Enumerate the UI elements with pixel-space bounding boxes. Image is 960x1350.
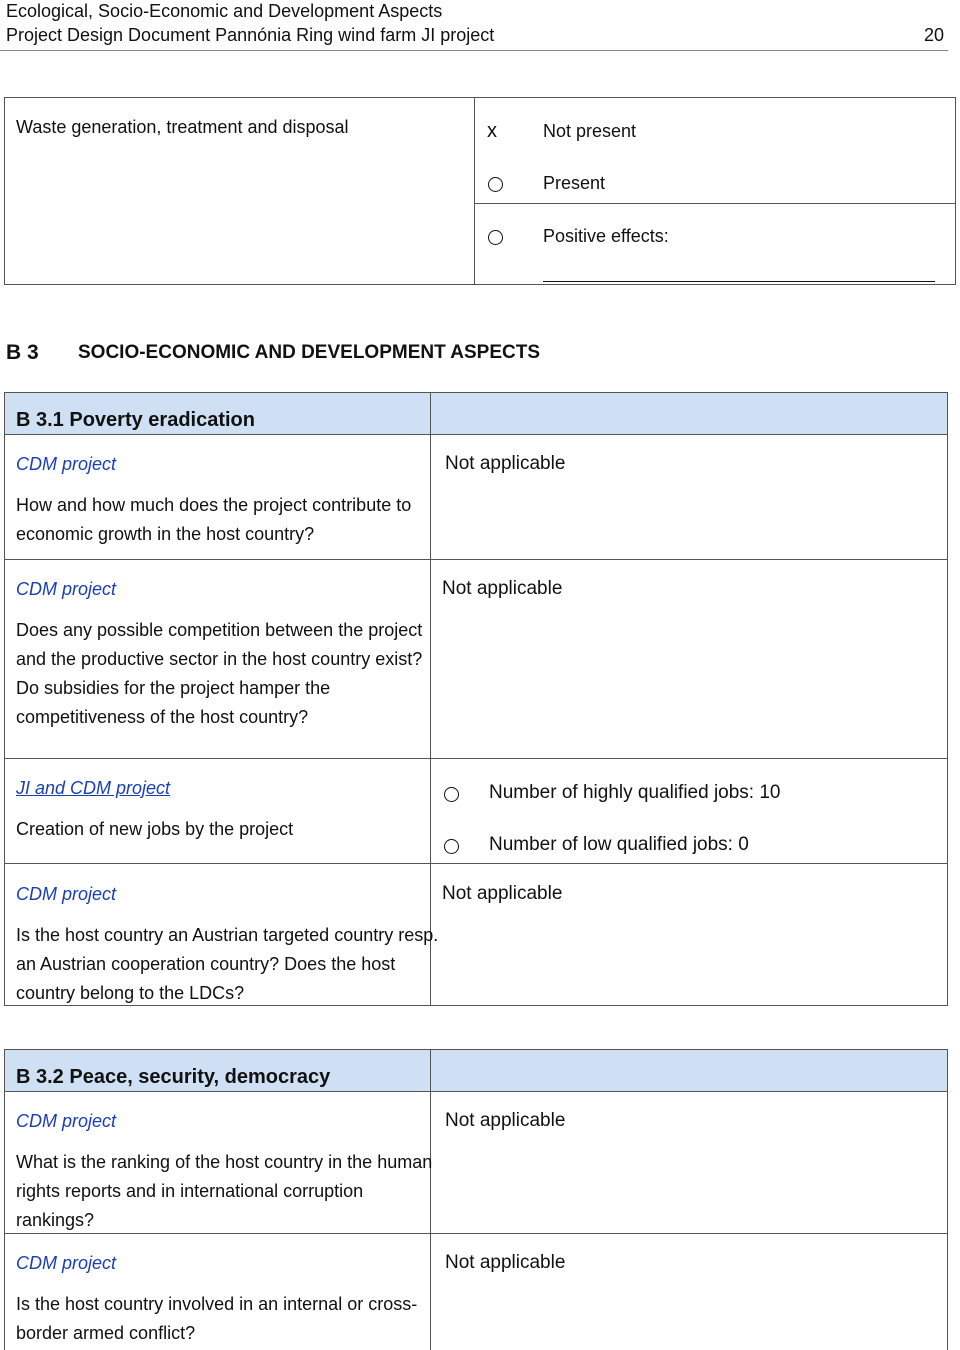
table-b31-heading: B 3.1 Poverty eradication bbox=[16, 409, 255, 431]
question-line: Do subsidies for the project hamper the bbox=[16, 678, 331, 698]
answer-not-applicable: Not applicable bbox=[442, 578, 563, 599]
cdm-project-link[interactable]: CDM project bbox=[16, 1253, 117, 1273]
radio-circle-icon[interactable] bbox=[444, 839, 459, 854]
page-number: 20 bbox=[923, 25, 944, 45]
radio-circle-icon[interactable] bbox=[444, 787, 459, 802]
waste-table-column-divider bbox=[474, 97, 475, 285]
answer-not-applicable: Not applicable bbox=[445, 1110, 566, 1131]
question-line: What is the ranking of the host country in the human bbox=[16, 1152, 433, 1172]
cdm-project-link[interactable]: CDM project bbox=[16, 1111, 117, 1131]
question-line: Creation of new jobs by the project bbox=[16, 819, 294, 839]
question-line: and the productive sector in the host country exist? bbox=[16, 649, 423, 669]
option-positive-effects: Positive effects: bbox=[543, 226, 669, 246]
question-line: an Austrian cooperation country? Does the host bbox=[16, 954, 396, 974]
answer-not-applicable: Not applicable bbox=[442, 883, 563, 904]
question-line: border armed conflict? bbox=[16, 1323, 196, 1343]
table-b32-heading: B 3.2 Peace, security, democracy bbox=[16, 1066, 331, 1088]
header-divider bbox=[0, 50, 948, 51]
cdm-project-link[interactable]: CDM project bbox=[16, 579, 117, 599]
table-b31-column-divider bbox=[430, 392, 431, 1006]
header-title-line2: Project Design Document Pannónia Ring wind farm JI project bbox=[6, 25, 495, 45]
answer-not-applicable: Not applicable bbox=[445, 1252, 566, 1273]
table-b31-row-divider bbox=[4, 758, 948, 759]
positive-effects-blank-line bbox=[543, 281, 935, 282]
waste-table-row-divider bbox=[474, 203, 956, 204]
question-line: rights reports and in international corruption bbox=[16, 1181, 364, 1201]
option-present: Present bbox=[543, 173, 606, 193]
ji-cdm-project-link[interactable]: JI and CDM project bbox=[16, 778, 171, 798]
answer-not-applicable: Not applicable bbox=[445, 453, 566, 474]
question-line: competitiveness of the host country? bbox=[16, 707, 309, 727]
question-line: How and how much does the project contribute to bbox=[16, 495, 412, 515]
table-b32-row-divider bbox=[4, 1233, 948, 1234]
question-line: Is the host country involved in an internal or cross- bbox=[16, 1294, 418, 1314]
cdm-project-link[interactable]: CDM project bbox=[16, 454, 117, 474]
option-low-qualified-jobs: Number of low qualified jobs: 0 bbox=[489, 834, 749, 855]
table-b31-row-divider bbox=[4, 863, 948, 864]
waste-label: Waste generation, treatment and disposal bbox=[16, 117, 349, 137]
radio-circle-icon[interactable] bbox=[488, 230, 503, 245]
cdm-project-link[interactable]: CDM project bbox=[16, 884, 117, 904]
option-not-present: Not present bbox=[543, 121, 637, 141]
question-line: country belong to the LDCs? bbox=[16, 983, 245, 1003]
question-line: rankings? bbox=[16, 1210, 95, 1230]
section-title: SOCIO-ECONOMIC AND DEVELOPMENT ASPECTS bbox=[78, 342, 541, 363]
table-b32-column-divider bbox=[430, 1049, 431, 1350]
x-checkbox-icon[interactable]: x bbox=[487, 120, 497, 142]
question-line: Is the host country an Austrian targeted country resp. bbox=[16, 925, 439, 945]
option-highly-qualified-jobs: Number of highly qualified jobs: 10 bbox=[489, 782, 781, 803]
section-number: B 3 bbox=[6, 341, 39, 364]
question-line: economic growth in the host country? bbox=[16, 524, 315, 544]
table-b31-row-divider bbox=[4, 559, 948, 560]
question-line: Does any possible competition between the project bbox=[16, 620, 423, 640]
header-title-line1: Ecological, Socio-Economic and Development Aspects bbox=[6, 1, 443, 21]
radio-circle-icon[interactable] bbox=[488, 177, 503, 192]
